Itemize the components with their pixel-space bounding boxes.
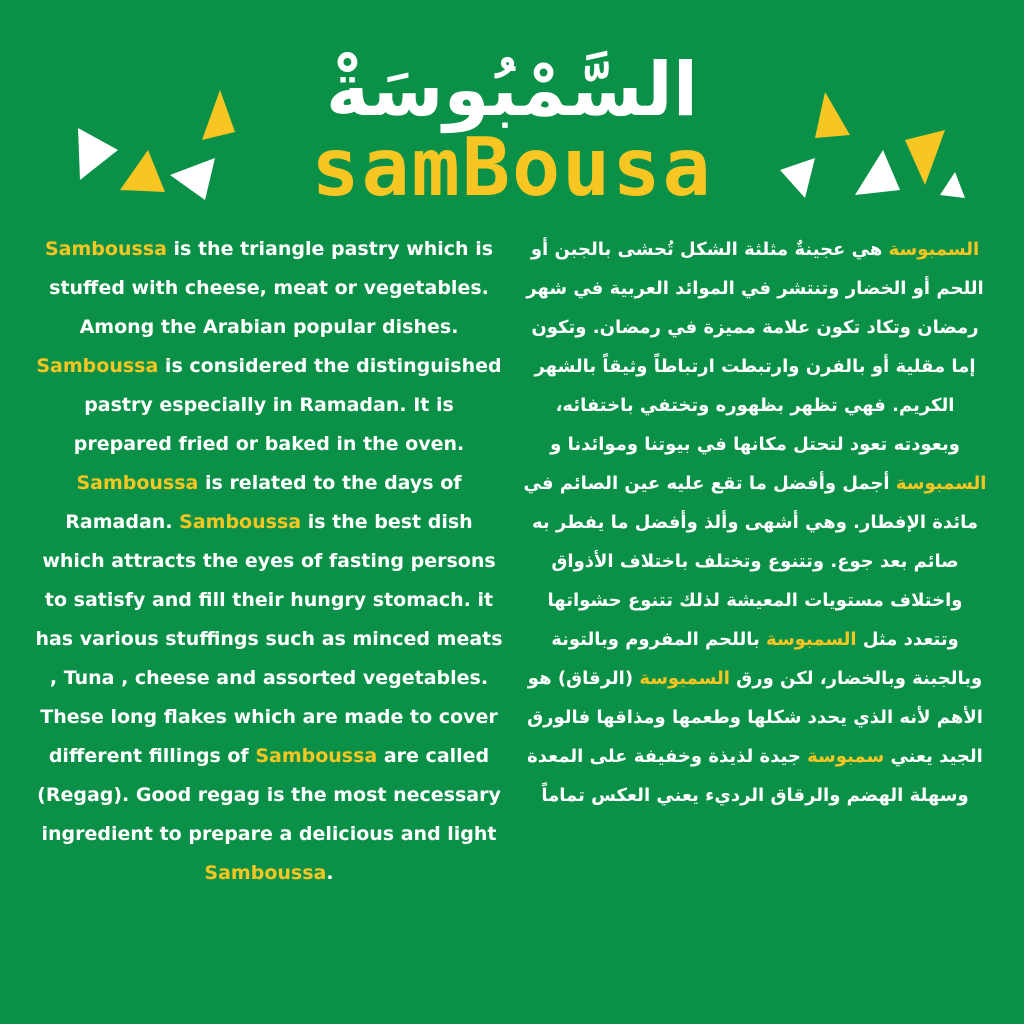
header	[0, 0, 1024, 220]
english-text-segment: is considered the distinguished pastry especially in Ramadan. It is prepared fried or baked in the oven.	[73, 355, 502, 455]
arabic-highlight-word: السمبوسة	[888, 239, 980, 260]
english-highlight-word: Samboussa	[255, 745, 378, 767]
arabic-paragraph	[520, 230, 990, 815]
title-english: samBousa	[311, 121, 713, 214]
english-text-segment: is the best dish which attracts the eyes of fasting persons to satisfy and fill their hungry stomach. it has various stuffings such as minced meats , Tuna , cheese and assorted vegetables. These long flakes which are made to cover different fillings of	[35, 511, 503, 767]
arabic-text-segment: جيدة لذيذة وخفيفة على المعدة وسهلة الهضم والرقاق الرديء يعني العكس تماماً	[527, 746, 969, 806]
english-text-segment: is the triangle pastry which is stuffed with cheese, meat or vegetables. Among the Arabian popular dishes.	[49, 238, 494, 338]
english-highlight-word: Samboussa	[76, 472, 199, 494]
arabic-text-segment: باللحم المفروم وبالتونة وبالجبنة وبالخضار، لكن ورق	[551, 629, 983, 689]
english-highlight-word: Samboussa	[179, 511, 302, 533]
arabic-highlight-word: السمبوسة	[895, 473, 987, 494]
arabic-text-segment: أجمل وأفضل ما تقع عليه عين الصائم في مائدة الإفطار. وهي أشهى وألذ وأفضل ما يفطر به صائم بعد جوع. وتتنوع وتختلف باختلاف الأذواق واختلاف مستويات المعيشة لذلك تتنوع حشواتها وتتعدد مثل	[523, 473, 978, 650]
title-arabic: السَّمْبُوسَةْ	[325, 47, 699, 133]
english-text-segment: .	[326, 862, 334, 884]
arabic-highlight-word: السمبوسة	[766, 629, 857, 650]
english-highlight-word: Samboussa	[44, 238, 167, 260]
english-highlight-word: Samboussa	[204, 862, 327, 884]
arabic-highlight-word: السمبوسة	[639, 668, 730, 689]
english-highlight-word: Samboussa	[36, 355, 159, 377]
english-text-segment: is related to the days of Ramadan.	[65, 472, 462, 533]
english-text-segment: are called (Regag). Good regag is the most necessary ingredient to prepare a delicious and light	[37, 745, 501, 845]
arabic-text-segment: (الرقاق) هو الأهم لأنه الذي يحدد شكلها وطعمها ومذاقها فالورق الجيد يعني	[527, 668, 983, 767]
arabic-text-segment: هي عجينةٌ مثلثة الشكل تُحشى بالجبن أو اللحم أو الخضار وتنتشر في الموائد العربية في شهر رمضان وتكاد تكون علامة مميزة في رمضان. وتكون إما مقلية أو بالفرن وارتبطت ارتباطاً وثيقاً بالشهر الكريم. فهي تظهر بظهوره وتختفي باختفائه، وبعودته تعود لتحتل مكانها في بيوتنا وموائدنا و	[526, 239, 984, 455]
english-paragraph	[34, 230, 504, 893]
arabic-highlight-word: سمبوسة	[807, 746, 885, 767]
